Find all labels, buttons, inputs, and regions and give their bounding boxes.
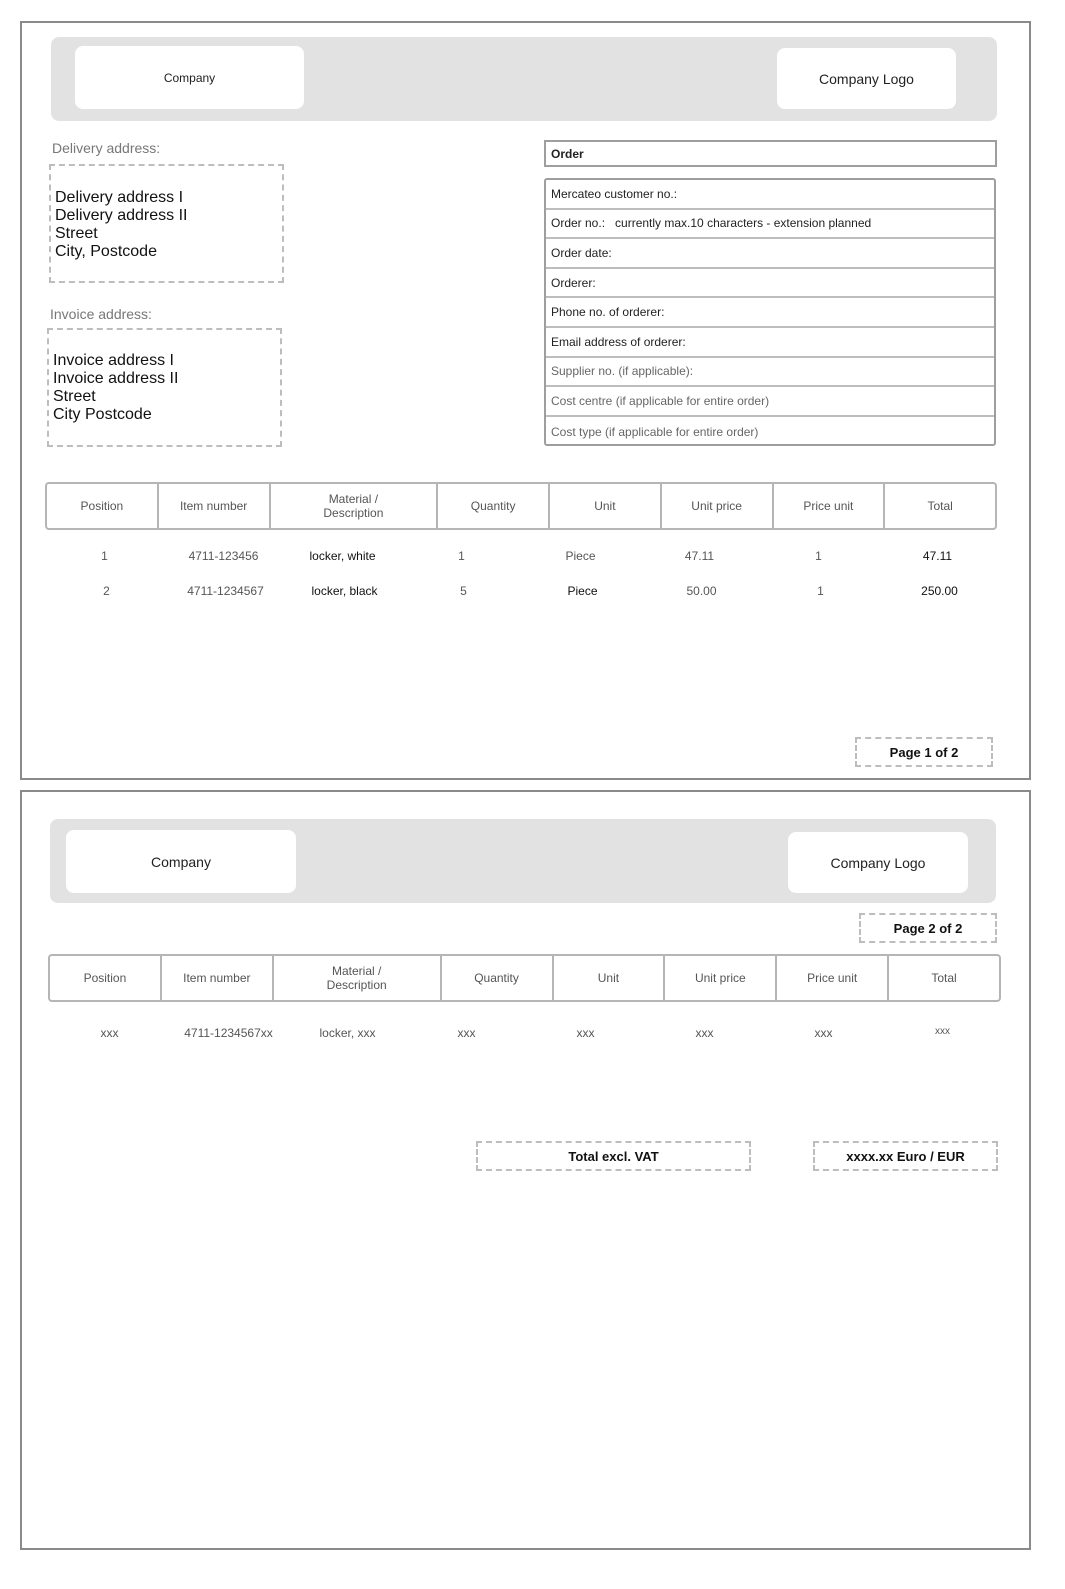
order-no-value: currently max.10 characters - extension planned bbox=[615, 216, 872, 231]
table-cell-item-number: 4711-1234567 bbox=[187, 584, 264, 598]
column-header-description: Material / Description bbox=[271, 484, 439, 528]
order-row-cost-type: Cost type (if applicable for entire order) bbox=[551, 424, 759, 439]
company-name: Company bbox=[163, 70, 216, 85]
invoice-address-line: Invoice address I bbox=[53, 352, 174, 369]
table-cell-position: 2 bbox=[103, 584, 110, 598]
column-header-unit-price: Unit price bbox=[665, 956, 777, 1000]
page-number-indicator: Page 1 of 2 bbox=[855, 737, 993, 767]
table-row bbox=[47, 584, 999, 598]
column-header-position: Position bbox=[50, 956, 162, 1000]
column-header-item-number: Item number bbox=[159, 484, 271, 528]
table-row bbox=[45, 549, 997, 563]
table-cell-description: locker, black bbox=[311, 584, 378, 598]
page-header bbox=[50, 819, 996, 903]
company-logo: Company Logo bbox=[819, 70, 914, 87]
table-cell-unit: Piece bbox=[565, 549, 596, 563]
company-name: Company bbox=[151, 853, 211, 870]
invoice-address-line: City Postcode bbox=[53, 406, 152, 423]
column-header-position: Position bbox=[47, 484, 159, 528]
company-name-box bbox=[66, 830, 296, 893]
items-table-header bbox=[45, 482, 997, 530]
delivery-address-line: Street bbox=[55, 225, 98, 242]
delivery-address-box bbox=[49, 164, 284, 283]
column-header-description: Material / Description bbox=[274, 956, 442, 1000]
delivery-address-line: Delivery address I bbox=[55, 189, 184, 206]
table-cell-quantity: xxx bbox=[457, 1026, 476, 1040]
table-cell-price-unit: xxx bbox=[814, 1026, 833, 1040]
column-header-item-number: Item number bbox=[162, 956, 274, 1000]
page-header bbox=[51, 37, 997, 121]
table-cell-description: locker, xxx bbox=[319, 1026, 376, 1040]
table-row bbox=[50, 1026, 1002, 1040]
order-details bbox=[544, 178, 996, 446]
table-cell-total: 250.00 bbox=[921, 584, 958, 598]
column-header-unit-price: Unit price bbox=[662, 484, 774, 528]
order-row-phone: Phone no. of orderer: bbox=[546, 298, 994, 328]
column-header-quantity: Quantity bbox=[438, 484, 550, 528]
column-header-price-unit: Price unit bbox=[777, 956, 889, 1000]
order-row-email: Email address of orderer: bbox=[546, 328, 994, 358]
company-logo-box bbox=[777, 48, 956, 109]
total-label-box: Total excl. VAT bbox=[476, 1141, 751, 1171]
table-cell-position: 1 bbox=[101, 549, 108, 563]
company-name-box bbox=[75, 46, 304, 109]
order-page-2 bbox=[20, 790, 1031, 1550]
order-title: Order bbox=[544, 140, 997, 167]
page-number-indicator: Page 2 of 2 bbox=[859, 913, 997, 943]
table-cell-price-unit: 1 bbox=[815, 549, 822, 563]
order-row-cost-centre: Cost centre (if applicable for entire order) bbox=[546, 387, 994, 417]
table-cell-total: xxx bbox=[935, 1026, 950, 1037]
column-header-total: Total bbox=[927, 499, 953, 513]
table-cell-position: xxx bbox=[100, 1026, 119, 1040]
table-cell-unit-price: 47.11 bbox=[684, 549, 715, 563]
order-row-orderer: Orderer: bbox=[546, 269, 994, 299]
table-cell-quantity: 1 bbox=[458, 549, 465, 563]
column-header-unit: Unit bbox=[554, 956, 666, 1000]
table-cell-unit: xxx bbox=[576, 1026, 595, 1040]
table-cell-total: 47.11 bbox=[922, 549, 953, 563]
table-cell-item-number: 4711-123456 bbox=[188, 549, 259, 563]
order-row-customer-no: Mercateo customer no.: bbox=[546, 180, 994, 210]
column-header-unit: Unit bbox=[550, 484, 662, 528]
table-cell-unit-price: xxx bbox=[695, 1026, 714, 1040]
company-logo-box bbox=[788, 832, 968, 893]
invoice-address-label: Invoice address: bbox=[50, 306, 152, 322]
order-page-1 bbox=[20, 21, 1031, 780]
delivery-address-line: City, Postcode bbox=[55, 243, 157, 260]
invoice-address-line: Street bbox=[53, 388, 96, 405]
total-value-box: xxxx.xx Euro / EUR bbox=[813, 1141, 998, 1171]
order-row-supplier-no: Supplier no. (if applicable): bbox=[546, 358, 994, 388]
order-row-order-no: Order no.: currently max.10 characters - extension planned bbox=[546, 210, 994, 240]
table-cell-item-number: 4711-1234567xx bbox=[184, 1026, 273, 1040]
delivery-address-label: Delivery address: bbox=[52, 140, 161, 156]
items-table-header bbox=[48, 954, 1001, 1002]
table-cell-unit-price: 50.00 bbox=[686, 584, 717, 598]
column-header-price-unit: Price unit bbox=[774, 484, 886, 528]
order-row-order-date: Order date: bbox=[546, 239, 994, 269]
table-cell-price-unit: 1 bbox=[817, 584, 824, 598]
column-header-quantity: Quantity bbox=[442, 956, 554, 1000]
delivery-address-line: Delivery address II bbox=[55, 207, 188, 224]
company-logo: Company Logo bbox=[830, 854, 926, 871]
table-cell-unit: Piece bbox=[567, 584, 598, 598]
table-cell-description: locker, white bbox=[309, 549, 376, 563]
table-cell-quantity: 5 bbox=[460, 584, 467, 598]
invoice-address-box bbox=[47, 328, 282, 447]
invoice-address-line: Invoice address II bbox=[53, 370, 179, 387]
column-header-total: Total bbox=[931, 971, 957, 985]
